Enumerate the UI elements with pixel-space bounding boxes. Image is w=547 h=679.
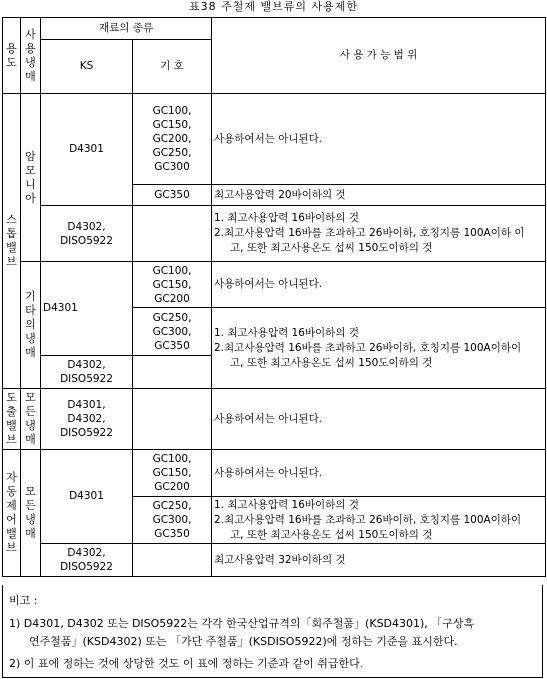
symbol-cell: GC250, GC300, GC350 — [133, 497, 212, 544]
range-cell: 최고사용압력 32바이하의 것 — [212, 544, 546, 577]
range-cell: 1. 최고사용압력 16바이하의 것 2.최고사용압력 16바를 초과하고 26바이하, 호칭지름 100A이하이 고, 또한 최고사용온도 섭씨 150도이하의 것 — [212, 308, 546, 389]
range-cell: 사용하여서는 아니된다. — [212, 389, 546, 450]
range-cell: 1. 최고사용압력 16바이하의 것 2.최고사용압력 16바를 초과하고 26바이하, 호칭지름 100A이하 이 고, 또한 최고사용온도 섭씨 150도이하의 것 — [212, 206, 546, 262]
header-use: 용도 — [3, 18, 21, 94]
header-refrigerant: 사용냉매 — [21, 18, 41, 94]
symbol-cell: GC100, GC150, GC200 — [133, 450, 212, 497]
ks-cell: D4301, D4302, DISO5922 — [41, 389, 133, 450]
note-1: 1) D4301, D4302 또는 DISO5922는 각각 한국산업규격의「회주철품」(KSD4301), 「구상흑 연주철품」(KSD4302) 또는 「가단 주철품」(KSDISO5922)에 정하는 기준을 표시한다. — [9, 617, 475, 648]
ks-cell: D4301 — [41, 262, 133, 356]
ks-cell: D4302, DISO5922 — [41, 356, 133, 389]
table-title: 표38 주철제 밸브류의 사용제한 — [189, 0, 358, 13]
ks-cell: D4301 — [41, 450, 133, 544]
header-material: 재료의 종류 — [41, 18, 212, 40]
notes-heading: 비고 : — [9, 594, 38, 607]
group-all-refrigerants: 모든냉매 — [21, 450, 41, 577]
header-symbol: 기 호 — [133, 40, 212, 94]
ks-cell: D4301 — [41, 94, 133, 206]
symbol-cell: GC250, GC300, GC350 — [133, 308, 212, 356]
header-ks: KS — [41, 40, 133, 94]
group-all-refrigerants: 모든냉매 — [21, 389, 41, 450]
symbol-cell — [133, 389, 212, 450]
group-check-valve: 도출밸브 — [3, 389, 21, 450]
range-cell: 최고사용압력 20바이하의 것 — [212, 185, 546, 206]
symbol-cell: GC350 — [133, 185, 212, 206]
symbol-cell: GC100, GC150, GC200, GC250, GC300 — [133, 94, 212, 185]
range-cell: 사용하여서는 아니된다. — [212, 94, 546, 185]
range-cell: 1. 최고사용압력 16바이하의 것 2.최고사용압력 16바를 초과하고 26바이하, 호칭지름 100A이하이 고, 또한 최고사용온도 섭씨 150도이하의 것 — [212, 497, 546, 544]
symbol-cell — [133, 544, 212, 577]
ks-cell: D4302, DISO5922 — [41, 544, 133, 577]
valve-usage-table — [2, 17, 546, 577]
symbol-cell — [133, 206, 212, 262]
group-auto-valve: 자동제어밸브 — [3, 450, 21, 577]
symbol-cell: GC100, GC150, GC200 — [133, 262, 212, 308]
range-cell: 사용하여서는 아니된다. — [212, 450, 546, 497]
notes-box — [2, 585, 543, 678]
group-stop-valve: 스톱밸브 — [3, 94, 21, 389]
note-2: 2) 이 표에 정하는 것에 상당한 것도 이 표에 정하는 기준과 같이 취급한다. — [9, 657, 364, 670]
symbol-cell — [133, 356, 212, 389]
group-other-refrigerant: 기타의냉매 — [21, 262, 41, 389]
ks-cell: D4302, DISO5922 — [41, 206, 133, 262]
header-range: 사 용 가 능 범 위 — [212, 18, 546, 94]
group-ammonia: 암모니아 — [21, 94, 41, 262]
range-cell: 사용하여서는 아니된다. — [212, 262, 546, 308]
